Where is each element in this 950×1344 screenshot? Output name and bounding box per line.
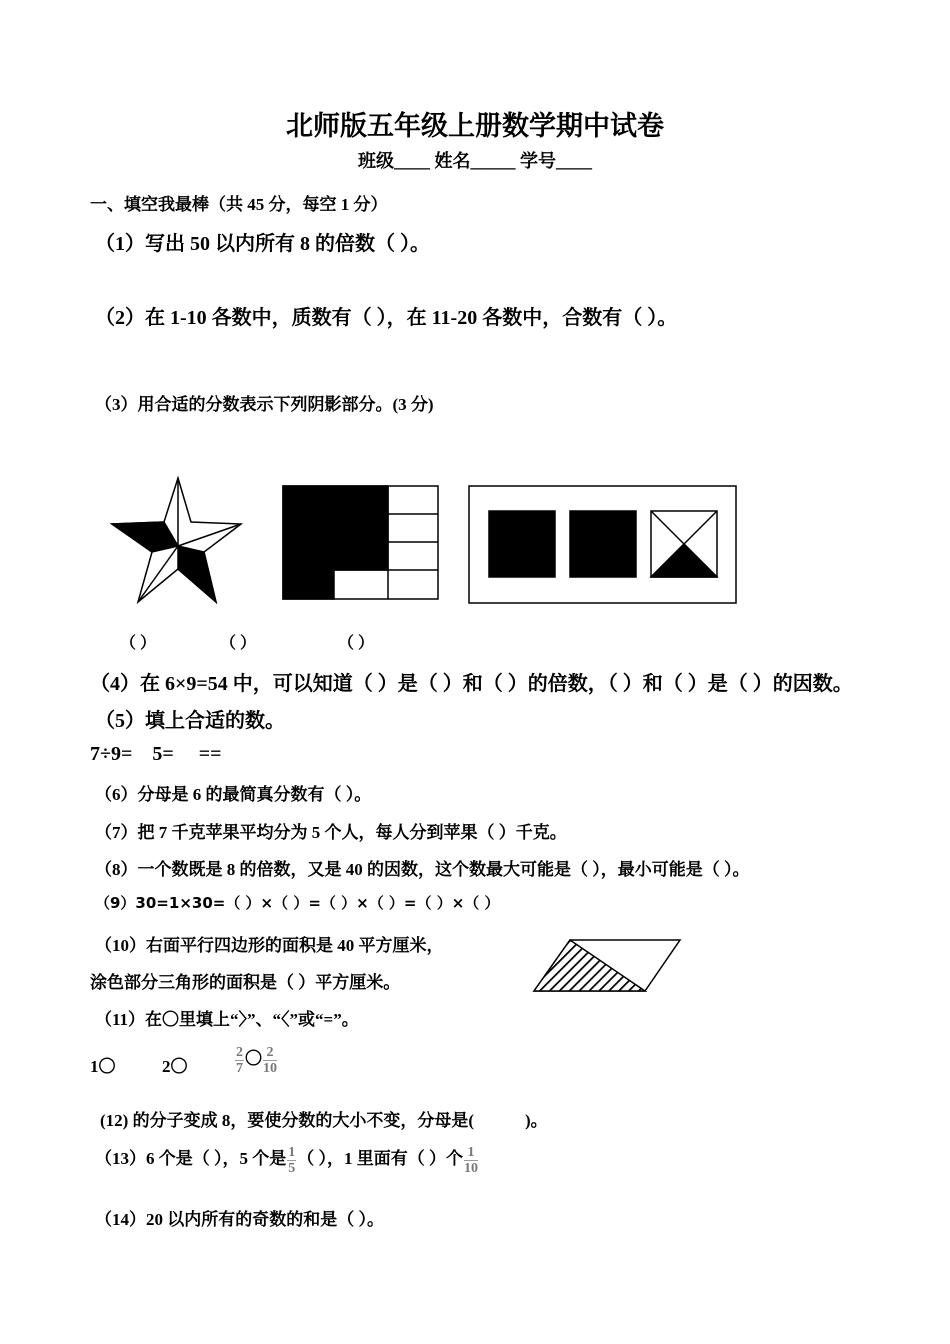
question-10-line-1: （10）右面平行四边形的面积是 40 平方厘米， — [95, 936, 444, 955]
star-figure — [108, 476, 244, 606]
question-7: （7）把 7 千克苹果平均分为 5 个人，每人分到苹果（ ）千克。 — [95, 823, 567, 842]
parallelogram-figure — [532, 938, 682, 994]
question-9: （9）30=1×30=（ ）×（ ）=（ ）×（ ）=（ ）×（ ） — [95, 894, 500, 912]
question-1: （1）写出 50 以内所有 8 的倍数（ ）。 — [95, 233, 430, 255]
compare-item-2: 2〇 — [162, 1057, 188, 1076]
question-4: （4）在 6×9=54 中，可以知道（ ）是（ ）和（ ）的倍数，（ ）和（ ）是（ ）的因数。 — [90, 673, 853, 695]
answer-blank-squares: （ ） — [338, 635, 375, 652]
question-5: （5）填上合适的数。 — [95, 710, 285, 732]
question-2: （2）在 1-10 各数中，质数有（ ），在 11-20 各数中，合数有（ ）。 — [95, 307, 678, 329]
question-3: （3）用合适的分数表示下列阴影部分。(3 分) — [95, 395, 434, 414]
fraction-1-10: $\frac{1}{10}$ — [464, 1144, 478, 1176]
question-10-line-2: 涂色部分三角形的面积是（ ）平方厘米。 — [90, 973, 401, 992]
question-12: (12) 的分子变成 8，要使分数的大小不变，分母是( )。 — [100, 1111, 548, 1130]
section-heading: 一、填空我最棒（共 45 分，每空 1 分） — [90, 195, 388, 214]
question-13: （13）6 个是（ ），5 个是 $\frac{1}{5}$ （ ），1 里面有（ ）个 $\frac{1}{10}$ — [95, 1144, 478, 1176]
question-14: （14）20 以内所有的奇数的和是（ ）。 — [95, 1210, 384, 1229]
question-5-line: 7÷9= 5= == — [90, 743, 222, 765]
squares-figure — [468, 485, 738, 605]
answer-blank-star: （ ） — [120, 635, 157, 652]
grid-rectangle-figure — [282, 485, 440, 601]
student-info: 班级____ 姓名_____ 学号____ — [358, 151, 592, 171]
fraction-2-10: $\frac{2}{10}$ — [263, 1044, 277, 1076]
page-title: 北师版五年级上册数学期中试卷 — [286, 111, 664, 141]
question-11: （11）在〇里填上“〉”、“〈”或“=”。 — [95, 1010, 359, 1029]
question-8: （8）一个数既是 8 的倍数，又是 40 的因数，这个数最大可能是（ ），最小可能是（ ）。 — [95, 860, 750, 879]
compare-item-1: 1〇 — [90, 1057, 116, 1076]
fraction-2-7: $\frac{2}{7}$ — [236, 1044, 243, 1076]
question-6: （6）分母是 6 的最简真分数有（ ）。 — [95, 785, 372, 804]
compare-item-3: $\frac{2}{7}$ 〇 $\frac{2}{10}$ — [236, 1044, 277, 1076]
fraction-1-5: $\frac{1}{5}$ — [288, 1144, 296, 1176]
answer-blank-grid: （ ） — [220, 635, 257, 652]
